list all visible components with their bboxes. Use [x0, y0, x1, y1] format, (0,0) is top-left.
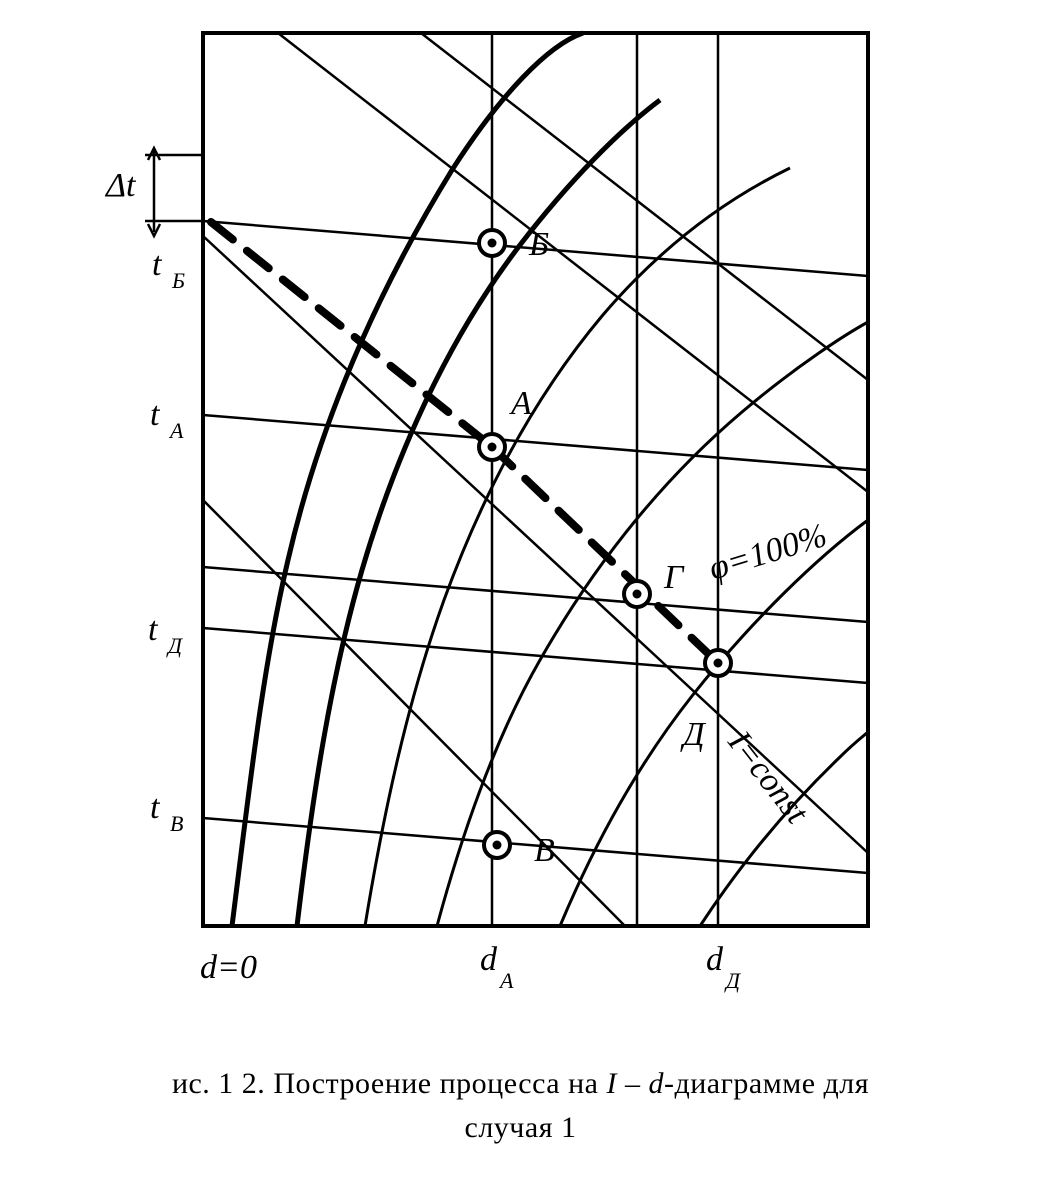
delta-t-construction — [145, 148, 203, 236]
point-a — [479, 434, 505, 460]
y-axis-labels — [148, 246, 185, 836]
process-points — [479, 230, 731, 858]
figure-caption — [0, 1062, 1041, 1150]
label-phi-100: φ=100% — [704, 516, 832, 588]
label-t-d-sub: Д — [168, 633, 182, 658]
x-axis-labels — [200, 941, 741, 993]
caption-tail: -диаграмме для — [663, 1067, 870, 1100]
caption-prefix: ис. 1 2. — [171, 1067, 266, 1100]
caption-italic: I – d — [606, 1067, 664, 1100]
i-const-4 — [203, 500, 625, 926]
process-segment-b-a — [211, 222, 492, 447]
isotherm-t-a — [203, 415, 868, 470]
process-segment-a-d — [492, 447, 718, 663]
label-d-d-sub: Д — [726, 968, 740, 993]
isotherm-t-d — [203, 628, 868, 683]
point-b-up — [479, 230, 505, 256]
label-t-b: t — [152, 246, 162, 283]
i-const-1 — [278, 33, 868, 492]
label-t-a-sub: А — [170, 418, 184, 443]
label-t-a: t — [150, 396, 160, 433]
point-label-a: А — [511, 385, 532, 422]
isotherm-extra-1 — [203, 567, 868, 622]
point-label-g: Г — [664, 559, 684, 596]
label-d-a: d — [480, 941, 497, 978]
caption-line2: случая 1 — [464, 1111, 577, 1144]
point-label-d: Д — [683, 716, 705, 753]
label-i-const: I=const — [720, 724, 816, 831]
point-label-b-up: Б — [529, 226, 550, 263]
label-t-v-sub: В — [170, 811, 184, 836]
label-d-zero: d=0 — [200, 949, 257, 986]
label-d-d: d — [706, 941, 723, 978]
caption-main: Построение процесса на — [273, 1067, 599, 1100]
point-g — [624, 581, 650, 607]
point-label-v: В — [534, 832, 555, 869]
label-t-b-sub: Б — [172, 268, 185, 293]
label-t-v: t — [150, 789, 160, 826]
label-delta-t: Δt — [106, 167, 136, 204]
label-d-a-sub: А — [500, 968, 514, 993]
point-v — [484, 832, 510, 858]
i-const-2 — [421, 33, 868, 380]
label-t-d: t — [148, 611, 158, 648]
point-d — [705, 650, 731, 676]
